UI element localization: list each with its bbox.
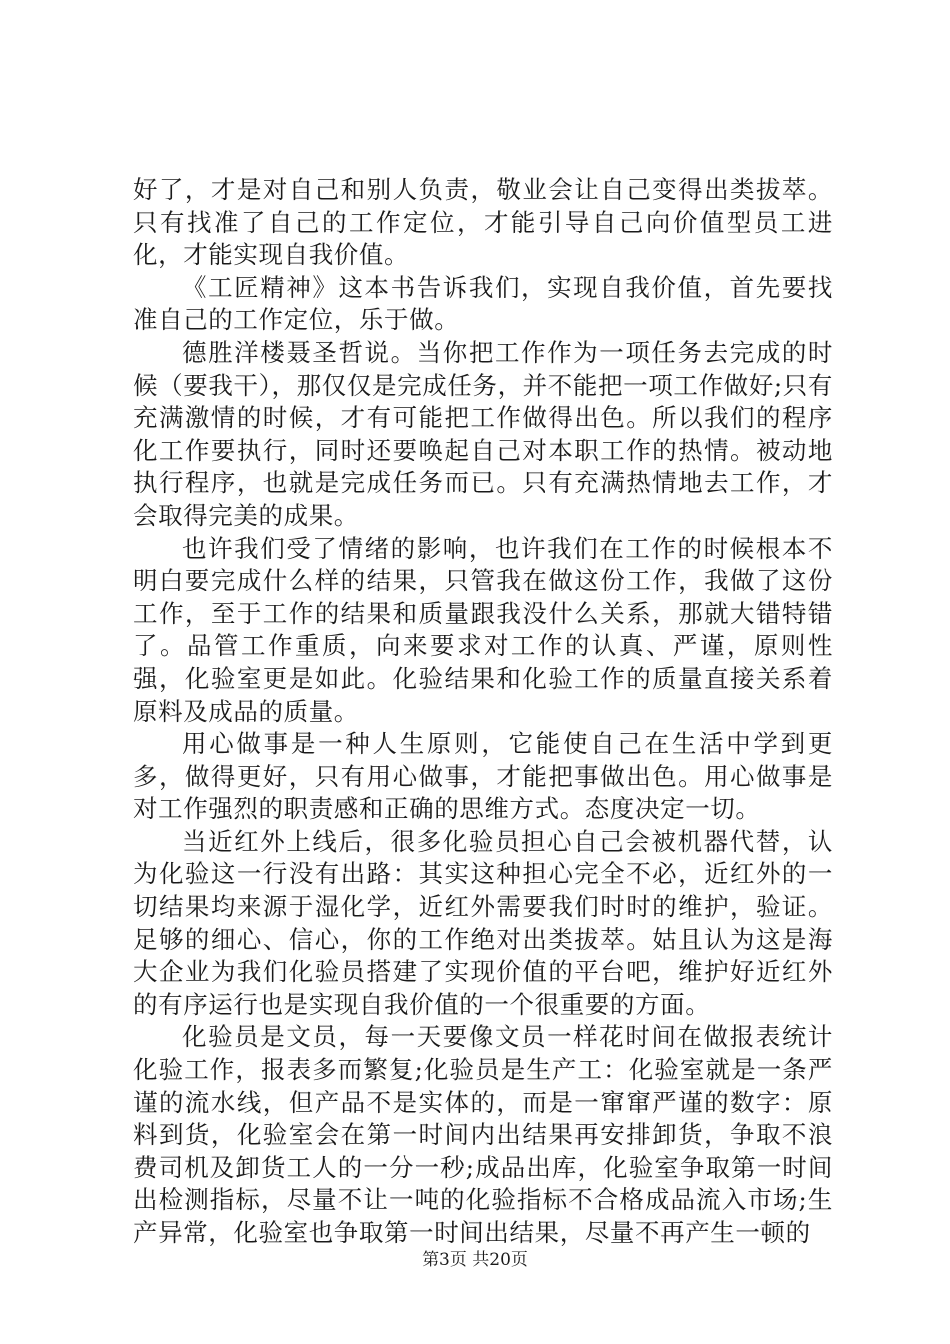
paragraph-4: 也许我们受了情绪的影响，也许我们在工作的时候根本不明白要完成什么样的结果，只管我在做这份工作，我做了这份工作，至于工作的结果和质量跟我没什么关系，那就大错特错了。品管工作重质，向来要求对工作的认真、严谨，原则性强，化验室更是如此。化验结果和化验工作的质量直接关系着原料及成品的质量。 — [133, 533, 833, 726]
paragraph-3: 德胜洋楼聂圣哲说。当你把工作作为一项任务去完成的时候（要我干），那仅仅是完成任务，并不能把一项工作做好;只有充满激情的时候，才有可能把工作做得出色。所以我们的程序化工作要执行，同时还要唤起自己对本职工作的热情。被动地执行程序，也就是完成任务而已。只有充满热情地去工作，才会取得完美的成果。 — [133, 337, 833, 530]
page-number-footer: 第3页 共20页 — [422, 1250, 528, 1270]
document-body — [133, 174, 833, 1250]
paragraph-5: 用心做事是一种人生原则，它能使自己在生活中学到更多，做得更好，只有用心做事，才能把事做出色。用心做事是对工作强烈的职责感和正确的思维方式。态度决定一切。 — [133, 729, 833, 824]
paragraph-7: 化验员是文员，每一天要像文员一样花时间在做报表统计化验工作，报表多而繁复;化验员是生产工：化验室就是一条严谨的流水线，但产品不是实体的，而是一窜窜严谨的数字：原料到货，化验室会在第一时间内出结果再安排卸货，争取不浪费司机及卸货工人的一分一秒;成品出库，化验室争取第一时间出检测指标，尽量不让一吨的化验指标不合格成品流入市场;生产异常，化验室也争取第一时间出结果，尽量不再产生一顿的 — [133, 1022, 833, 1247]
paragraph-1: 好了，才是对自己和别人负责，敬业会让自己变得出类拔萃。只有找准了自己的工作定位，才能引导自己向价值型员工进化，才能实现自我价值。 — [133, 175, 833, 270]
paragraph-6: 当近红外上线后，很多化验员担心自己会被机器代替，认为化验这一行没有出路：其实这种担心完全不必，近红外的一切结果均来源于湿化学，近红外需要我们时时的维护，验证。足够的细心、信心，你的工作绝对出类拔萃。姑且认为这是海大企业为我们化验员搭建了实现价值的平台吧，维护好近红外的有序运行也是实现自我价值的一个很重要的方面。 — [133, 826, 833, 1019]
paragraph-2: 《工匠精神》这本书告诉我们，实现自我价值，首先要找准自己的工作定位，乐于做。 — [133, 272, 833, 335]
